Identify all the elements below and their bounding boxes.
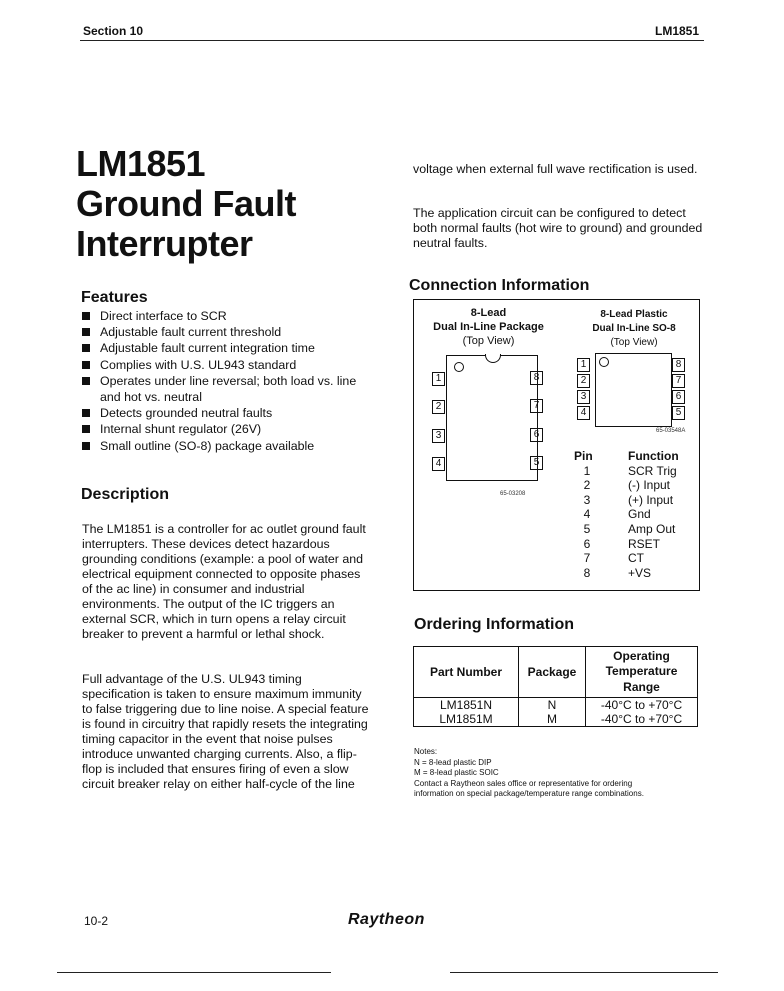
dip-pin-1: 1 bbox=[432, 372, 445, 386]
dip-pin-4: 4 bbox=[432, 457, 445, 471]
features-heading: Features bbox=[81, 289, 148, 306]
pin-row bbox=[574, 537, 694, 552]
soic-title-line-3: (Top View) bbox=[610, 337, 658, 348]
pin-row bbox=[574, 551, 694, 566]
ordering-table-wrap bbox=[413, 646, 698, 727]
note-contact-1: Contact a Raytheon sales office or representative for ordering bbox=[414, 778, 633, 788]
dip-pin-6: 6 bbox=[530, 428, 543, 442]
ordering-cell-temp: -40°C to +70°C bbox=[586, 712, 698, 727]
pin-row bbox=[574, 522, 694, 537]
features-list bbox=[82, 308, 372, 454]
part-label: LM1851 bbox=[655, 24, 700, 38]
dip-title-line-2: Dual In-Line Package bbox=[433, 321, 544, 333]
table-row bbox=[414, 698, 698, 713]
ordering-notes bbox=[414, 747, 714, 800]
ordering-header-row bbox=[414, 647, 698, 698]
note-contact-2: information on special package/temperature range combinations. bbox=[414, 789, 644, 798]
note-m: M = 8-lead plastic SOIC bbox=[414, 768, 499, 777]
title-line-2: Ground Fault bbox=[76, 183, 296, 224]
pin-function: CT bbox=[628, 551, 644, 566]
dip-pin-7: 7 bbox=[530, 399, 543, 413]
dip-title-line-1: 8-Lead bbox=[470, 307, 507, 319]
soic-pin-3: 3 bbox=[577, 390, 590, 404]
pin-function: RSET bbox=[628, 536, 661, 551]
dip-code: 65-03208 bbox=[500, 491, 526, 497]
page-number: 10-2 bbox=[84, 914, 109, 928]
soic-pin-6: 6 bbox=[672, 390, 685, 404]
dip-pin-5: 5 bbox=[530, 456, 543, 470]
pin-number: 7 bbox=[583, 551, 591, 566]
connection-box bbox=[413, 299, 700, 591]
pin-number: 4 bbox=[583, 507, 591, 522]
pin-function: Amp Out bbox=[628, 521, 676, 536]
soic-title-line-1: 8-Lead Plastic bbox=[600, 309, 668, 320]
pin-function: (+) Input bbox=[628, 492, 674, 507]
pin-row bbox=[574, 464, 694, 479]
note-n: N = 8-lead plastic DIP bbox=[414, 757, 492, 767]
soic-pin-5: 5 bbox=[672, 406, 685, 420]
temp-header-line-2: Temperature bbox=[605, 664, 678, 679]
page-title bbox=[76, 144, 296, 264]
soic-pin-2: 2 bbox=[577, 374, 590, 388]
pin-row bbox=[574, 566, 694, 581]
pin-number: 8 bbox=[583, 565, 591, 580]
dip-pin-3: 3 bbox=[432, 429, 445, 443]
function-header: Function bbox=[628, 449, 679, 463]
part-number-header: Part Number bbox=[414, 647, 519, 698]
pin-function: SCR Trig bbox=[628, 463, 677, 478]
dip-body bbox=[446, 355, 538, 481]
soic-pin-8: 8 bbox=[672, 358, 685, 372]
connection-heading: Connection Information bbox=[409, 277, 590, 294]
pin-header: Pin bbox=[574, 449, 593, 463]
feature-item: Small outline (SO-8) package available bbox=[82, 438, 372, 454]
soic-title-line-2: Dual In-Line SO-8 bbox=[592, 323, 676, 334]
description-heading: Description bbox=[81, 486, 170, 503]
pin-table-header bbox=[574, 449, 694, 464]
section-label: Section 10 bbox=[83, 24, 144, 38]
pin-number: 5 bbox=[583, 521, 591, 536]
pin-number: 6 bbox=[583, 536, 591, 551]
soic-pin-7: 7 bbox=[672, 374, 685, 388]
pin1-dot bbox=[454, 362, 464, 372]
description-para-3: voltage when external full wave rectification is used. bbox=[413, 162, 698, 176]
pin-number: 1 bbox=[583, 463, 591, 478]
title-line-3: Interrupter bbox=[76, 223, 253, 264]
temp-header-line-3: Range bbox=[623, 679, 660, 694]
soic-code: 65-03548A bbox=[656, 428, 686, 434]
pin-number: 3 bbox=[583, 492, 591, 507]
dip-pin-8: 8 bbox=[530, 371, 543, 385]
ordering-cell-part: LM1851M bbox=[414, 712, 519, 727]
soic-title bbox=[574, 308, 694, 350]
feature-item: Internal shunt regulator (26V) bbox=[82, 421, 372, 437]
pin-function: Gnd bbox=[628, 507, 651, 522]
pin-function-table bbox=[574, 449, 694, 580]
temperature-header bbox=[586, 647, 698, 698]
raytheon-logo: Raytheon bbox=[348, 911, 425, 928]
pin-function: (-) Input bbox=[628, 478, 671, 493]
ordering-heading: Ordering Information bbox=[414, 616, 574, 633]
feature-item: Adjustable fault current integration time bbox=[82, 340, 372, 356]
feature-item: Operates under line reversal; both load vs. line and hot vs. neutral bbox=[82, 373, 372, 405]
dip-pin-2: 2 bbox=[432, 400, 445, 414]
soic-pin-1: 1 bbox=[577, 358, 590, 372]
header-rule bbox=[80, 40, 704, 41]
footer-rule-left bbox=[57, 972, 331, 973]
pin-function: +VS bbox=[628, 565, 652, 580]
soic-pin-4: 4 bbox=[577, 406, 590, 420]
footer-rule-right bbox=[450, 972, 718, 973]
description-para-2: Full advantage of the U.S. UL943 timing specification is taken to ensure maximum immunity to false triggering due to line noise. A special feature is found in circuitry that rapidly resets the integrating timing capacitor in the event that noise pulses introduce unwanted charging currents. Also, a flip-flop is included that ensures firing of even a slow circuit breaker relay on either half-cycle of the line bbox=[82, 672, 369, 791]
pin-number: 2 bbox=[583, 478, 591, 493]
ordering-cell-package: N bbox=[519, 698, 586, 713]
soic-pin1-dot bbox=[599, 357, 609, 367]
ordering-cell-part: LM1851N bbox=[414, 698, 519, 713]
ordering-cell-package: M bbox=[519, 712, 586, 727]
table-row bbox=[414, 712, 698, 727]
soic-body bbox=[595, 353, 672, 427]
ordering-cell-temp: -40°C to +70°C bbox=[586, 698, 698, 713]
feature-item: Detects grounded neutral faults bbox=[82, 405, 372, 421]
pin-row bbox=[574, 507, 694, 522]
package-header: Package bbox=[519, 647, 586, 698]
pin-row bbox=[574, 493, 694, 508]
temp-header-line-1: Operating bbox=[613, 648, 670, 663]
feature-item: Adjustable fault current threshold bbox=[82, 324, 372, 340]
description-para-4: The application circuit can be configured to detect both normal faults (hot wire to ground) and grounded neutral faults. bbox=[413, 206, 703, 250]
dip-title-line-3: (Top View) bbox=[462, 335, 515, 347]
feature-item: Direct interface to SCR bbox=[82, 308, 372, 324]
description-para-1: The LM1851 is a controller for ac outlet ground fault interrupters. These devices detect hazardous grounding conditions (example: a pool of water and electrical equipment connected to opposite phases of the ac line) in consumer and industrial environments. The output of the IC triggers an external SCR, which in turn opens a relay circuit breaker to prevent a harmful or lethal shock. bbox=[82, 522, 366, 641]
pin-row bbox=[574, 478, 694, 493]
title-line-1: LM1851 bbox=[76, 143, 206, 184]
feature-item: Complies with U.S. UL943 standard bbox=[82, 357, 372, 373]
notes-label: Notes: bbox=[414, 747, 438, 756]
dip-notch bbox=[485, 354, 501, 363]
ordering-table bbox=[413, 646, 698, 727]
dip-title bbox=[416, 306, 561, 348]
